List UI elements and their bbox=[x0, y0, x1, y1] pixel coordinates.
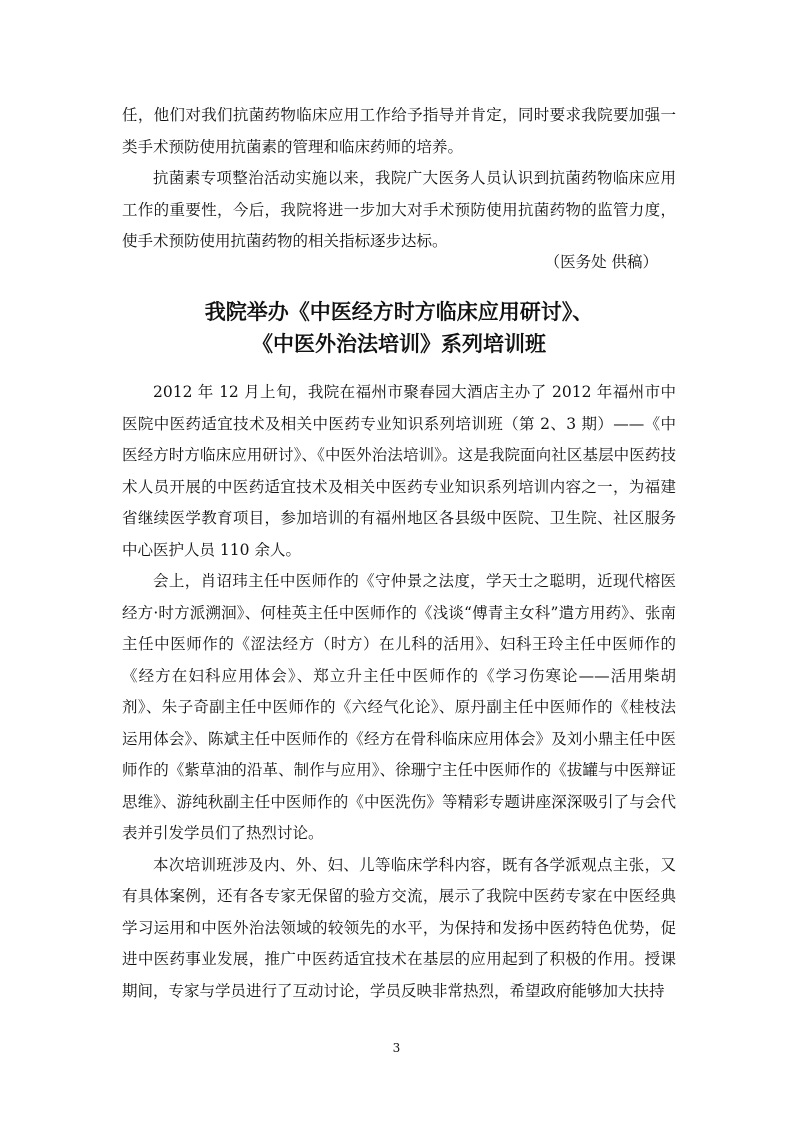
article-title-line-1: 我院举办《中医经方时方临床应用研讨》、 bbox=[204, 300, 594, 324]
article-title bbox=[122, 296, 676, 360]
paragraph: 本次培训班涉及内、外、妇、儿等临床学科内容，既有各学派观点主张，又有具体案例，还有各专家无保留的验方交流，展示了我院中医药专家在中医经典学习运用和中医外治法领域的较领先的水平，为保持和发扬中医药特色优势，促进中医药事业发展，推广中医药适宜技术在基层的应用起到了积极的作用。授课期间，专家与学员进行了互动讨论，学员反映非常热烈，希望政府能够加大扶持 bbox=[122, 855, 676, 1000]
article-body bbox=[122, 377, 676, 1007]
page-number: 3 bbox=[392, 1041, 401, 1055]
article-title-line-2: 《中医外治法培训》系列培训班 bbox=[252, 332, 546, 356]
paragraph: 抗菌素专项整治活动实施以来，我院广大医务人员认识到抗菌药物临床应用工作的重要性，今后，我院将进一步加大对手术预防使用抗菌药物的监管力度，使手术预防使用抗菌药物的相关指标逐步达标。 bbox=[122, 169, 676, 250]
previous-article-tail bbox=[122, 100, 676, 258]
paragraph: 任，他们对我们抗菌药物临床应用工作给予指导并肯定，同时要求我院要加强一类手术预防使用抗菌素的管理和临床药师的培养。 bbox=[122, 106, 676, 156]
contributor-credit: （医务处 供稿） bbox=[544, 253, 658, 271]
paragraph: 2012 年 12 月上旬，我院在福州市聚春园大酒店主办了 2012 年福州市中医院中医药适宜技术及相关中医药专业知识系列培训班（第 2、3 期）——《中医经方时方临床应用研讨》、《中医外治法培训》。这是我院面向社区基层中医药技术人员开展的中医药适宜技术及相关中医药专业知识系列培训内容之一，为福建省继续医学教育项目，参加培训的有福州地区各县级中医院、卫生院、社区服务中心医护人员 110 余人。 bbox=[122, 383, 676, 559]
paragraph: 会上，肖诏玮主任中医师作的《守仲景之法度，学天士之聪明，近现代榕医经方·时方派溯洄》、何桂英主任中医师作的《浅谈“傅青主女科”遣方用药》、张南主任中医师作的《涩法经方（时方）在儿科的活用》、妇科王玲主任中医师作的《经方在妇科应用体会》、郑立升主任中医师作的《学习伤寒论——活用柴胡剂》、朱子奇副主任中医师作的《六经气化论》、原丹副主任中医师作的《桂枝法运用体会》、陈斌主任中医师作的《经方在骨科临床应用体会》及刘小鼎主任中医师作的《紫草油的沿革、制作与应用》、徐珊宁主任中医师作的《拔罐与中医辩证思维》、游纯秋副主任中医师作的《中医洗伤》等精彩专题讲座深深吸引了与会代表并引发学员们了热烈讨论。 bbox=[122, 572, 676, 842]
